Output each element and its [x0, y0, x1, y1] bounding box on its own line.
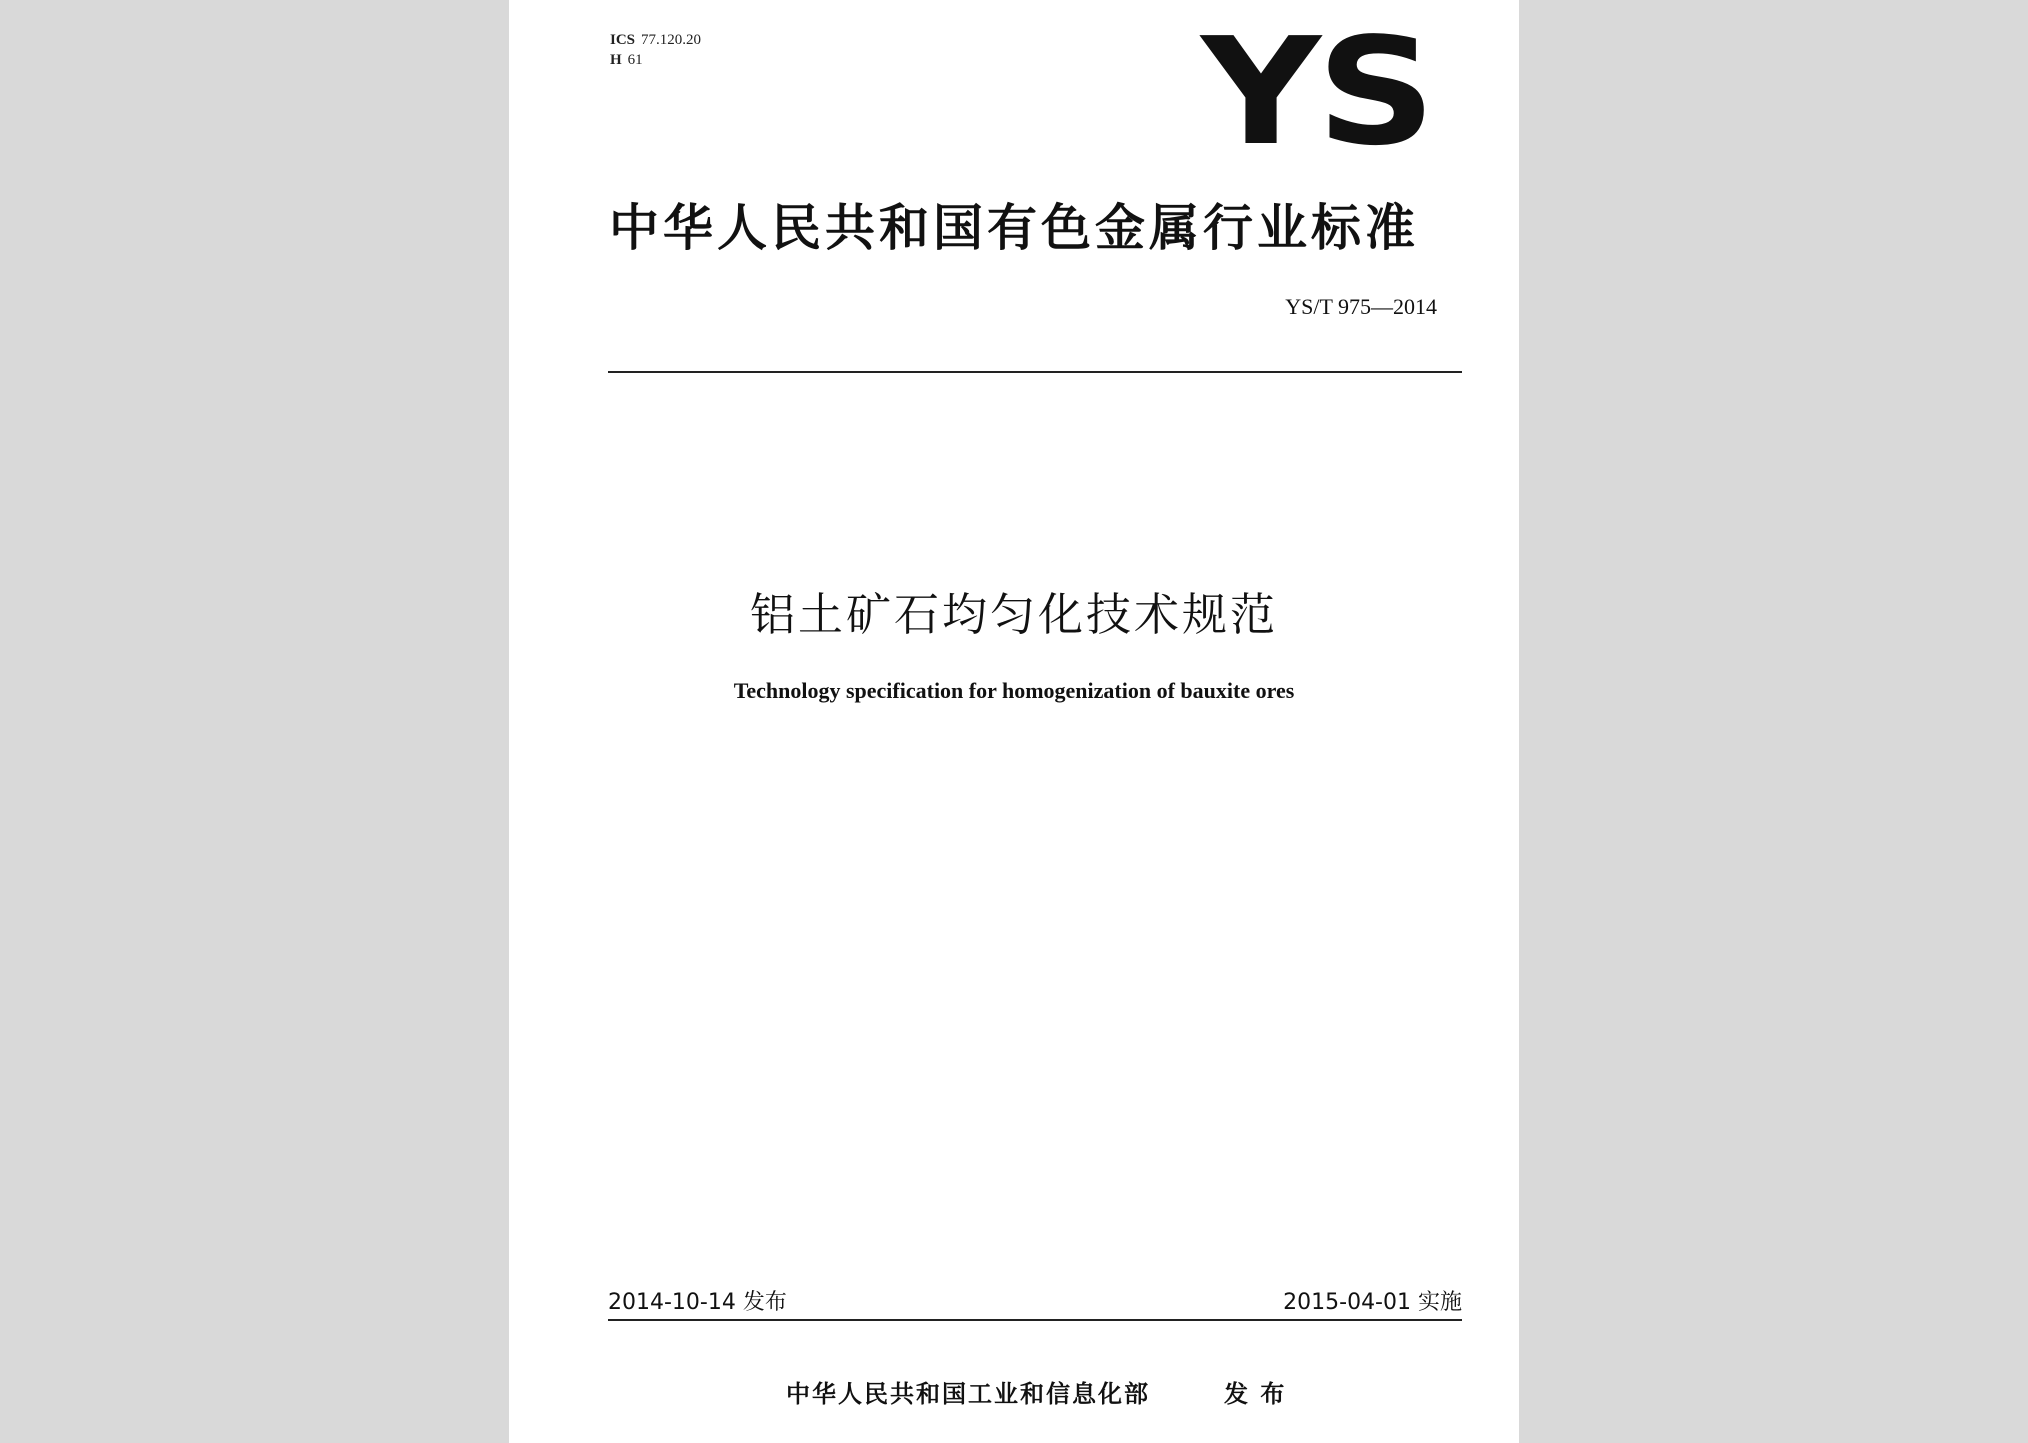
document-title-chinese: 铝土矿石均匀化技术规范 — [749, 588, 1278, 641]
issue-date: 2014-10-14 发布 — [608, 1290, 787, 1315]
publish-label: 发 布 — [1224, 1380, 1287, 1408]
ccs-line — [610, 50, 701, 70]
publisher-name: 中华人民共和国工业和信息化部 — [786, 1380, 1150, 1408]
implementation-date: 2015-04-01 实施 — [1283, 1290, 1462, 1315]
bottom-divider — [608, 1319, 1462, 1321]
ics-line — [610, 30, 701, 50]
ccs-label: H — [610, 52, 622, 68]
document-page — [509, 0, 1519, 1443]
organization-title: 中华人民共和国有色金属行业标准 — [609, 199, 1419, 257]
top-divider — [608, 371, 1462, 373]
standard-number: YS/T 975—2014 — [1285, 294, 1437, 319]
classification-codes — [610, 30, 701, 70]
document-title-english: Technology specification for homogenization of bauxite ores — [733, 678, 1295, 703]
ics-code: 77.120.20 — [641, 32, 702, 48]
ics-label: ICS — [610, 32, 636, 48]
ys-logo: YS — [1201, 6, 1432, 178]
ccs-code: 61 — [627, 52, 643, 68]
